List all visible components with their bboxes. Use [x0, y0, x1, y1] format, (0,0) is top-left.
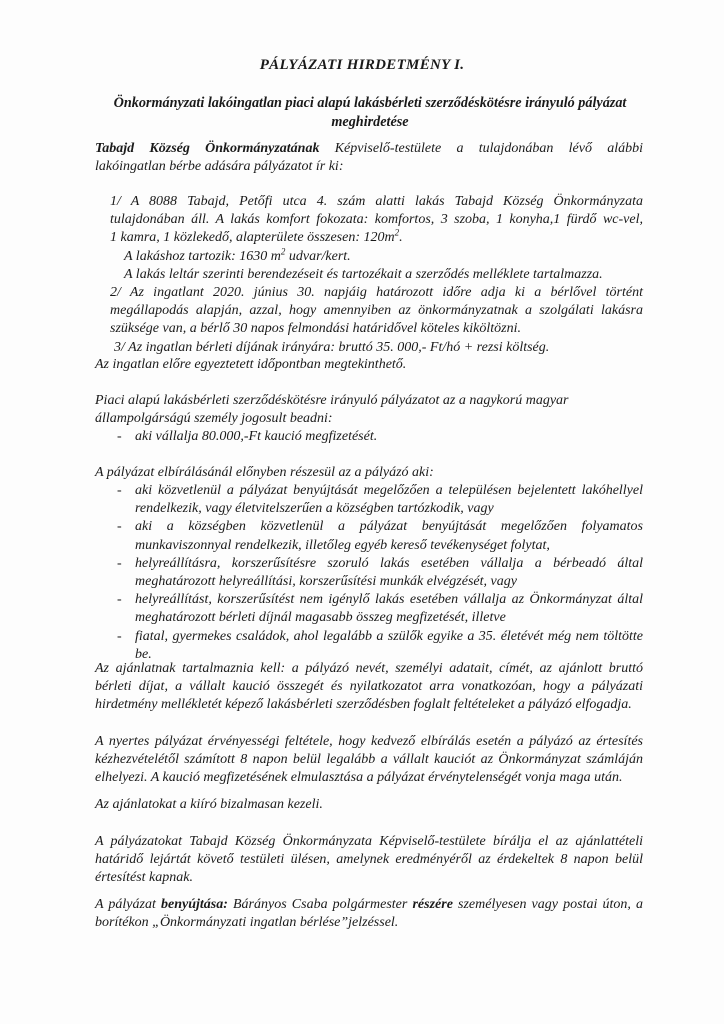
bullet-dash: - [117, 483, 122, 498]
intro-line2: lakóingatlan bérbe adására pályázatot ír ki: [95, 159, 344, 175]
recipient-bold: részére [412, 897, 453, 912]
item1-line3: 1 kamra, 1 közlekedő, alapterülete összesen: $120m^2$. [110, 227, 403, 246]
item3-line: 3/ Az ingatlan bérleti díjának irányára: bruttó 35. 000,- Ft/hó + rezsi költség. [114, 339, 550, 355]
viewing-paragraph: Az ingatlan előre egyeztetett időpontban megtekinthető. [95, 357, 407, 372]
garden-line: A lakáshoz tartozik: 1630 $m^2$ udvar/kert. [124, 245, 351, 264]
list-item: - aki vállalja 80.000,-Ft kaució megfizetését. [95, 428, 643, 446]
item1-line1: 1/ A 8088 Tabajd, Petőfi utca 4. szám alatti lakás Tabajd Község Önkormányzata [110, 194, 643, 209]
list-item: - aki közvetlenül a pályázat benyújtását megelőzően a településen bejelentett lakóhellyel rendelkezik, vagy életvitelszerűen a községben tartózkodik, vagy [117, 483, 643, 517]
eligibility-line2: állampolgárságú személy jogosult beadni: [95, 411, 333, 427]
bullet-dash: - [117, 555, 122, 571]
inventory-line: A lakás leltár szerinti berendezéseit és tartozékait a szerződés melléklete tartalmazza. [124, 266, 603, 282]
bullet-dash: - [117, 519, 122, 535]
list-item: - aki a községben közvetlenül a pályázat benyújtását megelőzően folyamatos munkaviszonnyal rendelkezik, illetőleg egyéb kereső tevékenységet folytat, [117, 519, 643, 553]
intro-bold: Tabajd Község Önkormányzatának [95, 141, 320, 156]
item2-line2: megállapodás alapján, azzal, hogy amennyiben az önkormányzatnak a szolgálati lakásra [110, 303, 643, 319]
validity-paragraph: A nyertes pályázat érvényességi feltétele, hogy kedvező elbírálás esetén a pályázó az értesítés kézhezvételétől számított 8 napon belül legalább a vállalt kauciót az Önkormányzat számláján elhelyezi. A kaució megfizetésének elmulasztása a pályázat érvénytelenségét vonja maga után. [95, 734, 643, 786]
submission-bold: benyújtása: [160, 897, 228, 912]
document-title: PÁLYÁZATI HIRDETMÉNY I. [259, 57, 465, 73]
item2-line1: 2/ Az ingatlant 2020. június 30. napjáig határozott időre adja ki a bérlővel történt [110, 285, 643, 301]
submission-paragraph: A pályázat benyújtása: Bárányos Csaba polgármester részére személyesen vagy postai úton, a borítékon „Önkormányzati ingatlan bérlése”jelzéssel. [95, 897, 643, 931]
eligibility-list [95, 428, 643, 446]
offer-contents-paragraph: Az ajánlatnak tartalmaznia kell: a pályázó nevét, személyi adatait, címét, az ajánlott bruttó bérleti díjat, a vállalt kaució összegét és nyilatkozatot arra vonatkozóan, hogy a pályázati hirdetmény mellékletét képező lakásbérleti szerződésben foglalt feltételeket a pályázó elfogadja. [95, 661, 643, 713]
eligibility-paragraph [95, 392, 643, 428]
evaluation-paragraph: A pályázatokat Tabajd Község Önkormányzata Képviselő-testülete bírálja el az ajánlattételi határidő lejártát követő testületi ülésen, amelynek eredményéről az érdekeltek 8 napon belül értesítést kapnak. [95, 834, 643, 886]
bullet-dash: - [117, 429, 122, 444]
list-item: - helyreállítást, korszerűsítést nem igénylő lakás esetében vállalja az Önkormányzat által meghatározott bérleti díjnál magasabb összeg megfizetését, illetve [117, 592, 643, 626]
list-item: - fiatal, gyermekes családok, ahol legalább a szülők egyike a 35. életévét még nem töltötte be. [117, 628, 643, 662]
item2-line3: szüksége van, a bérlő 30 napos felmondási határidővel köteles kiköltözni. [110, 321, 521, 337]
preference-heading: A pályázat elbírálásánál előnyben részesül az a pályázó aki: [95, 465, 434, 480]
bullet-dash: - [117, 592, 122, 608]
list-item: - helyreállításra, korszerűsítésre szoruló lakás esetében vállalja a bérbeadó által meghatározott helyreállítási, korszerűsítési munkák elvégzését, vagy [117, 555, 643, 590]
intro-paragraph [95, 140, 643, 176]
item1-line2: tulajdonában áll. A lakás komfort fokozata: komfortos, 3 szoba, 1 konyha,1 fürdő wc-vel, [110, 212, 643, 228]
confidential-paragraph: Az ajánlatokat a kiíró bizalmasan kezeli. [95, 797, 323, 812]
preference-list [95, 482, 643, 664]
intro-text: Képviselő-testülete a tulajdonában lévő alábbi [319, 141, 643, 156]
property-description [110, 193, 643, 357]
eligibility-line1: Piaci alapú lakásbérleti szerződéskötésre irányuló pályázatot az a nagykorú magyar [95, 393, 569, 408]
bullet-dash: - [117, 628, 122, 644]
document-subtitle: Önkormányzati lakóingatlan piaci alapú lakásbérleti szerződéskötésre irányuló pályázat meghirdetése [113, 95, 627, 130]
